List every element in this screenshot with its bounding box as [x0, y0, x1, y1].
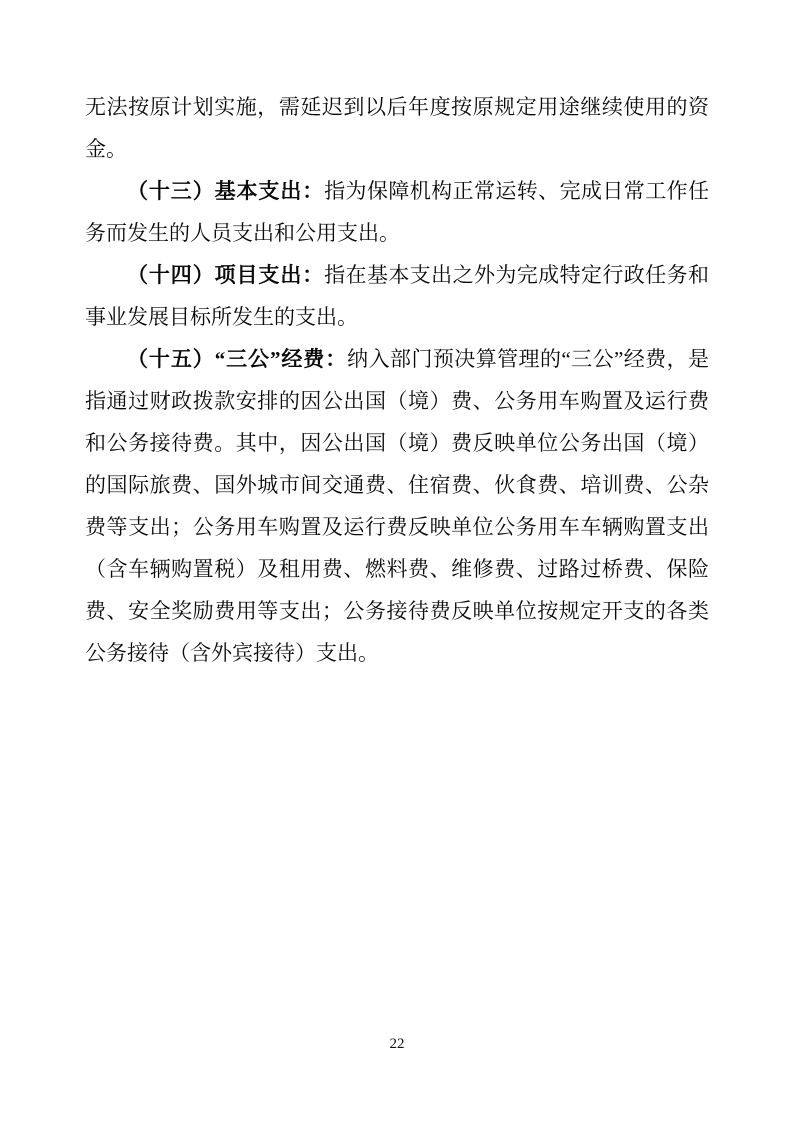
paragraph-text: 无法按原计划实施，需延迟到以后年度按原规定用途继续使用的资金。 — [85, 95, 709, 161]
paragraph — [85, 254, 709, 338]
paragraph-text: 指在基本支出之外为完成特定行政任务和事业发展目标所发生的支出。 — [85, 263, 710, 329]
paragraph — [85, 338, 709, 674]
paragraph — [85, 170, 709, 254]
paragraph-lead: （十三）基本支出： — [127, 179, 325, 203]
paragraph-lead: （十五）“三公”经费： — [127, 347, 348, 371]
paragraph-text: 指为保障机构正常运转、完成日常工作任务而发生的人员支出和公用支出。 — [85, 179, 710, 245]
paragraph-lead: （十四）项目支出： — [127, 263, 325, 287]
paragraph — [85, 86, 709, 170]
document-body — [85, 86, 709, 674]
paragraph-text: 纳入部门预决算管理的“三公”经费，是指通过财政拨款安排的因公出国（境）费、公务用车购置及运行费和公务接待费。其中，因公出国（境）费反映单位公务出国（境）的国际旅费、国外城市间交通费、住宿费、伙食费、培训费、公杂费等支出；公务用车购置及运行费反映单位公务用车车辆购置支出（含车辆购置税）及租用费、燃料费、维修费、过路过桥费、保险费、安全奖励费用等支出；公务接待费反映单位按规定开支的各类公务接待（含外宾接待）支出。 — [85, 347, 710, 665]
page-number: 22 — [389, 1036, 405, 1052]
